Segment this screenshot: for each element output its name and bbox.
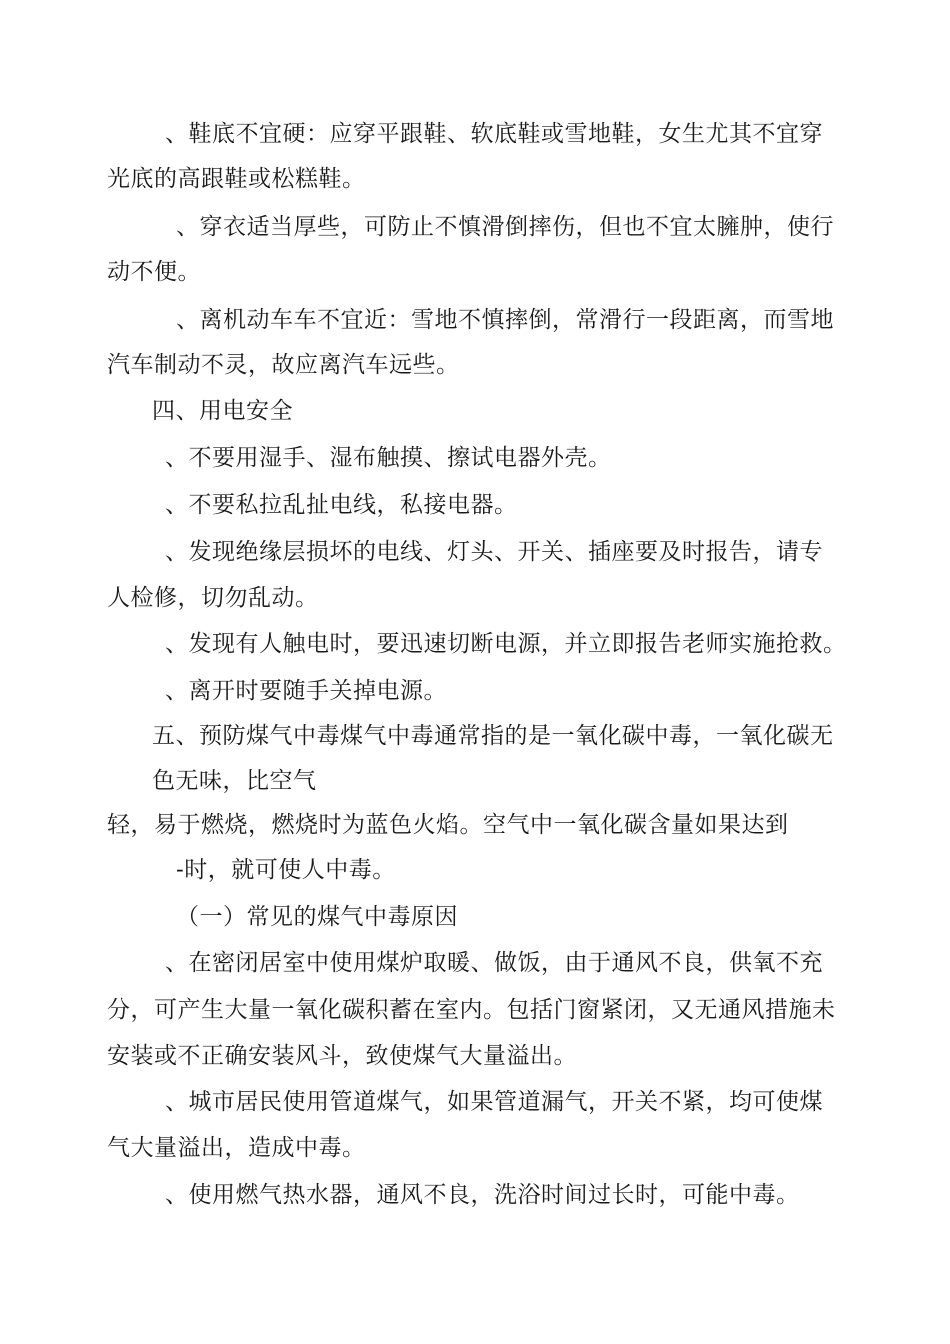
- body-text-line: 人检修，切勿乱动。: [107, 585, 319, 611]
- body-text-line: 动不便。: [107, 259, 201, 285]
- body-text-line: 轻，易于燃烧，燃烧时为蓝色火焰。空气中一氧化碳含量如果达到: [107, 812, 789, 838]
- body-text-line: 、城市居民使用管道煤气，如果管道漏气，开关不紧，均可使煤: [165, 1089, 823, 1115]
- body-text-line: 汽车制动不灵，故应离汽车远些。: [107, 352, 460, 378]
- subsection-heading: （一）常见的煤气中毒原因: [176, 904, 458, 930]
- body-text-line: 、离机动车车不宜近：雪地不慎摔倒，常滑行一段距离，而雪地: [176, 307, 834, 333]
- body-text-line: 色无味，比空气: [152, 768, 317, 794]
- body-text-line: 、不要私拉乱扯电线，私接电器。: [165, 492, 518, 518]
- body-text-line: 、鞋底不宜硬：应穿平跟鞋、软底鞋或雪地鞋，女生尤其不宜穿: [165, 121, 823, 147]
- body-text-line: 光底的高跟鞋或松糕鞋。: [107, 166, 366, 192]
- body-text-line: 、不要用湿手、湿布触摸、擦试电器外壳。: [165, 445, 612, 471]
- body-text-line: 气大量溢出，造成中毒。: [107, 1135, 366, 1161]
- body-text-line: 、发现有人触电时，要迅速切断电源，并立即报告老师实施抢救。: [165, 631, 847, 657]
- body-text-line: 、在密闭居室中使用煤炉取暖、做饭，由于通风不良，供氧不充: [165, 950, 823, 976]
- section-heading: 四、用电安全: [152, 398, 293, 424]
- section-heading: 五、预防煤气中毒煤气中毒通常指的是一氧化碳中毒，一氧化碳无: [152, 723, 834, 749]
- body-text-line: 、使用燃气热水器，通风不良，洗浴时间过长时，可能中毒。: [165, 1182, 800, 1208]
- body-text-line: 、穿衣适当厚些，可防止不慎滑倒摔伤，但也不宜太臃肿，使行: [176, 214, 834, 240]
- body-text-line: 、发现绝缘层损坏的电线、灯头、开关、插座要及时报告，请专: [165, 539, 823, 565]
- body-text-line: -时，就可使人中毒。: [176, 857, 396, 883]
- body-text-line: 、离开时要随手关掉电源。: [165, 678, 447, 704]
- body-text-line: 分，可产生大量一氧化碳积蓄在室内。包括门窗紧闭，又无通风措施未: [107, 997, 836, 1023]
- body-text-line: 安装或不正确安装风斗，致使煤气大量溢出。: [107, 1043, 577, 1069]
